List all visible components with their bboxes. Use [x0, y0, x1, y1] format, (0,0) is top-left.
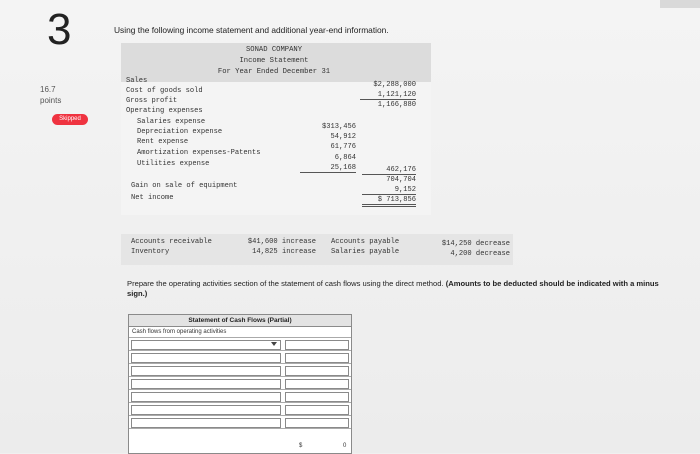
- total-currency: $: [299, 443, 303, 449]
- salaries-payable-label: Salaries payable: [331, 248, 400, 256]
- amortization-expense-label: Amortization expenses-Patents: [137, 149, 261, 157]
- sales-value: $2,288,000: [373, 81, 416, 89]
- table-row: [129, 364, 351, 377]
- rent-expense-value: 61,776: [330, 143, 356, 151]
- top-right-corner: [660, 0, 700, 8]
- salaries-payable-value: 4,200 decrease: [450, 250, 510, 258]
- cash-flow-title: Statement of Cash Flows (Partial): [129, 315, 351, 327]
- cogs-label: Cost of goods sold: [126, 87, 203, 95]
- line-item-dropdown[interactable]: [131, 418, 281, 428]
- cogs-value: 1,121,120: [360, 91, 416, 100]
- total-value: 0: [343, 443, 347, 449]
- rent-expense-label: Rent expense: [137, 138, 189, 146]
- gross-profit-value: 1,166,880: [377, 101, 416, 109]
- table-row: [129, 403, 351, 416]
- amount-input[interactable]: [285, 418, 349, 428]
- inventory-value: 14,825 increase: [252, 248, 316, 256]
- amount-input[interactable]: [285, 366, 349, 376]
- depreciation-expense-value: 54,912: [330, 133, 356, 141]
- question-number: 3: [47, 5, 72, 54]
- line-item-dropdown[interactable]: [131, 379, 281, 389]
- cash-flow-total-row: [129, 441, 351, 453]
- statement-title: Income Statement: [239, 57, 309, 65]
- accounts-receivable-value: $41,600 increase: [247, 238, 316, 246]
- utilities-expense-value: 25,168: [300, 164, 356, 173]
- salaries-expense-label: Salaries expense: [137, 118, 206, 126]
- instructions-text: Using the following income statement and additional year-end information.: [114, 25, 389, 35]
- total-operating-expenses: 462,176: [362, 166, 416, 175]
- points-label: points: [40, 96, 62, 105]
- company-name: SONAD COMPANY: [245, 46, 303, 54]
- statement-period: For Year Ended December 31: [217, 68, 331, 76]
- table-row: [129, 338, 351, 351]
- amount-input[interactable]: [285, 353, 349, 363]
- salaries-expense-value: $313,456: [321, 123, 356, 131]
- line-item-dropdown[interactable]: [131, 353, 281, 363]
- line-item-dropdown[interactable]: [131, 340, 281, 350]
- amount-input[interactable]: [285, 392, 349, 402]
- line-item-dropdown[interactable]: [131, 392, 281, 402]
- amount-input[interactable]: [285, 379, 349, 389]
- table-row: [129, 351, 351, 364]
- prepare-bold-note: (Amounts to be deducted should be indicated with a minus sign.): [127, 279, 659, 298]
- cash-flow-table: [128, 314, 352, 454]
- operating-expenses-label: Operating expenses: [126, 107, 203, 115]
- sales-label: Sales: [126, 77, 148, 85]
- operating-income: 704,704: [386, 176, 416, 184]
- line-item-dropdown[interactable]: [131, 366, 281, 376]
- table-row: [129, 416, 351, 429]
- utilities-expense-label: Utilities expense: [137, 160, 210, 168]
- line-item-dropdown[interactable]: [131, 405, 281, 415]
- status-badge: Skipped: [52, 114, 88, 125]
- table-row: [129, 377, 351, 390]
- net-income-value: $ 713,856: [362, 196, 416, 207]
- cash-flow-subheader: Cash flows from operating activities: [129, 327, 351, 338]
- amount-input[interactable]: [285, 405, 349, 415]
- points-value: 16.7: [40, 85, 56, 94]
- net-income-label: Net income: [131, 194, 174, 202]
- chevron-down-icon: [271, 342, 277, 346]
- prepare-instructions: [127, 279, 667, 299]
- amortization-expense-value: 6,864: [334, 154, 356, 162]
- depreciation-expense-label: Depreciation expense: [137, 128, 223, 136]
- inventory-label: Inventory: [131, 248, 170, 256]
- points-block: [40, 84, 61, 106]
- amount-input[interactable]: [285, 340, 349, 350]
- accounts-payable-label: Accounts payable: [331, 238, 400, 246]
- table-row: [129, 390, 351, 403]
- gain-on-sale-label: Gain on sale of equipment: [131, 182, 238, 190]
- accounts-receivable-label: Accounts receivable: [131, 238, 212, 246]
- prepare-text: Prepare the operating activities section of the statement of cash flows using the direct method.: [127, 279, 444, 288]
- gross-profit-label: Gross profit: [126, 97, 178, 105]
- accounts-payable-value: $14,250 decrease: [441, 240, 510, 248]
- gain-on-sale-value: 9,152: [362, 186, 416, 195]
